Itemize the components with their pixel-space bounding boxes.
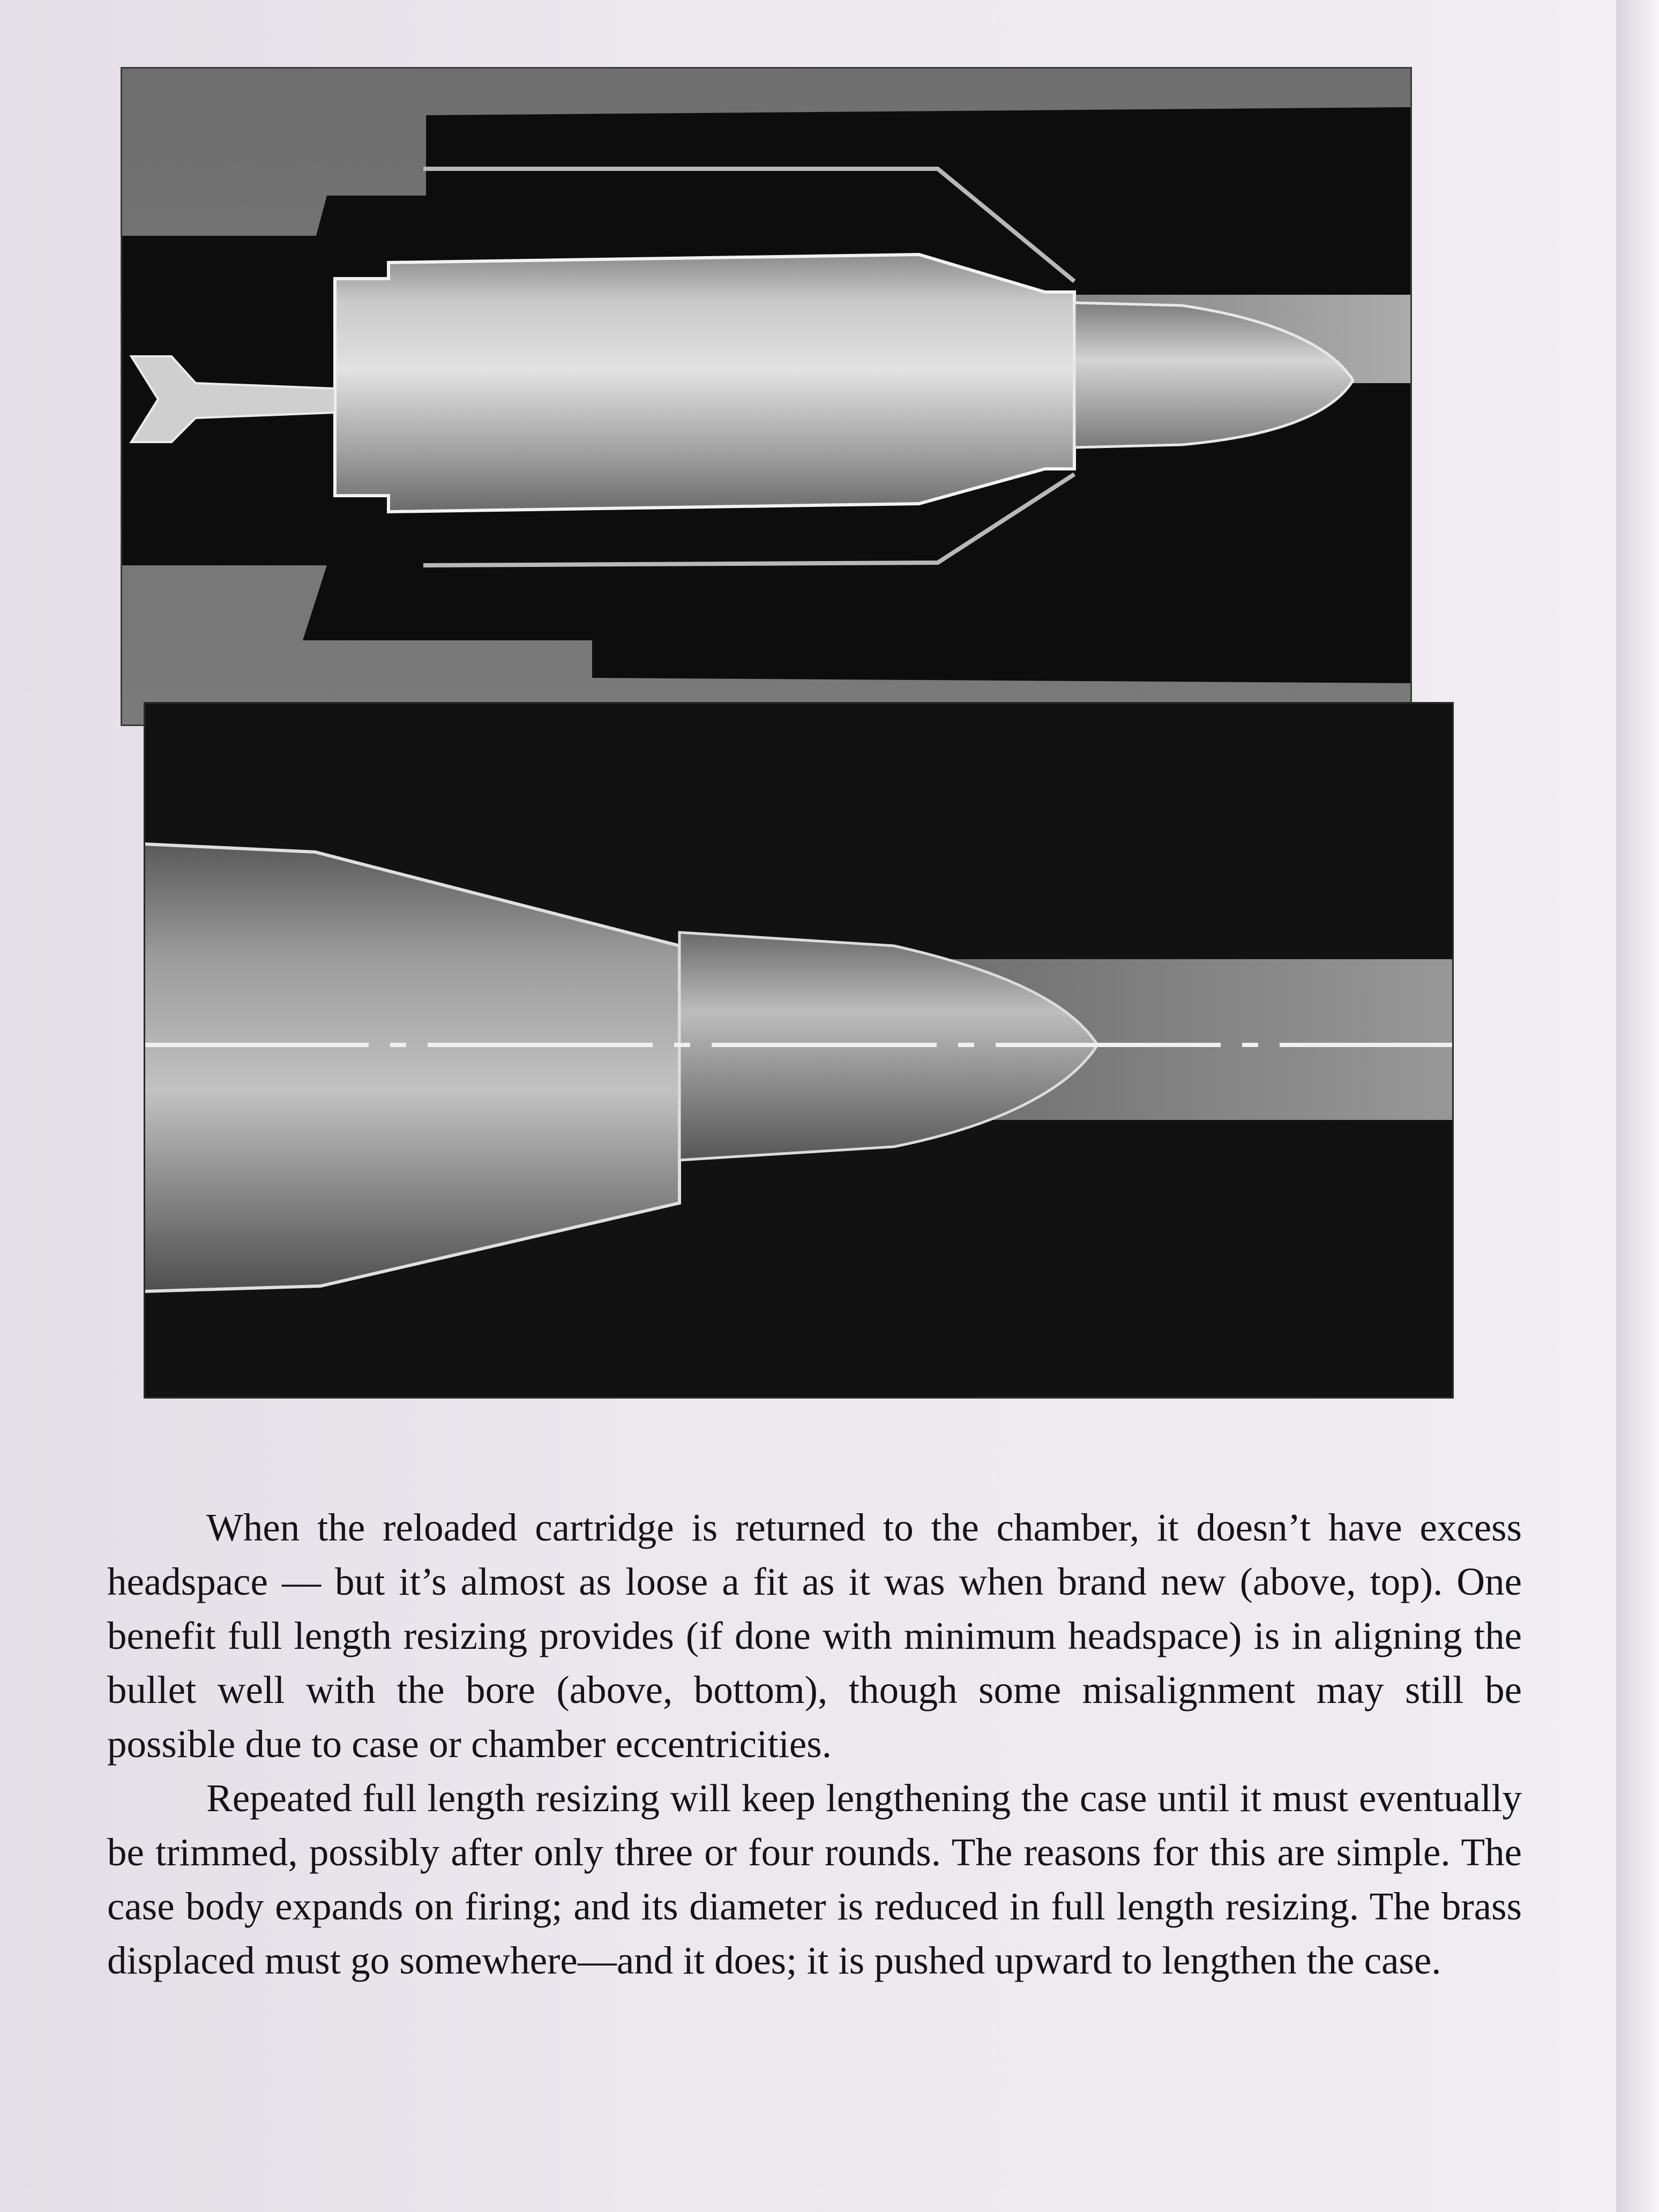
caption-paragraph-2: Repeated full length resizing will keep lengthening the case until it must eventually be trimmed, possibly after only three or four rounds. The reasons for this are simple. The case body expands on firing; and its diameter is reduced in full length resizing. The brass displaced must go somewhere—and it does; it is pushed upward to lengthen the case. bbox=[107, 1776, 1522, 1982]
top-illustration bbox=[121, 67, 1412, 726]
caption-paragraph-1: When the reloaded cartridge is returned to the chamber, it doesn’t have excess headspace — but it’s almost as loose a fit as it was when brand new (above, top). One benefit full length resizing provides (if done with minimum headspace) is in aligning the bullet well with the bore (above, bottom), though some misalignment may still be possible due to case or chamber eccentricities. bbox=[107, 1506, 1522, 1766]
cartridge-case bbox=[335, 255, 1074, 512]
page-edge bbox=[1616, 0, 1659, 2212]
caption bbox=[107, 1500, 1522, 1987]
bottom-illustration bbox=[144, 702, 1454, 1399]
